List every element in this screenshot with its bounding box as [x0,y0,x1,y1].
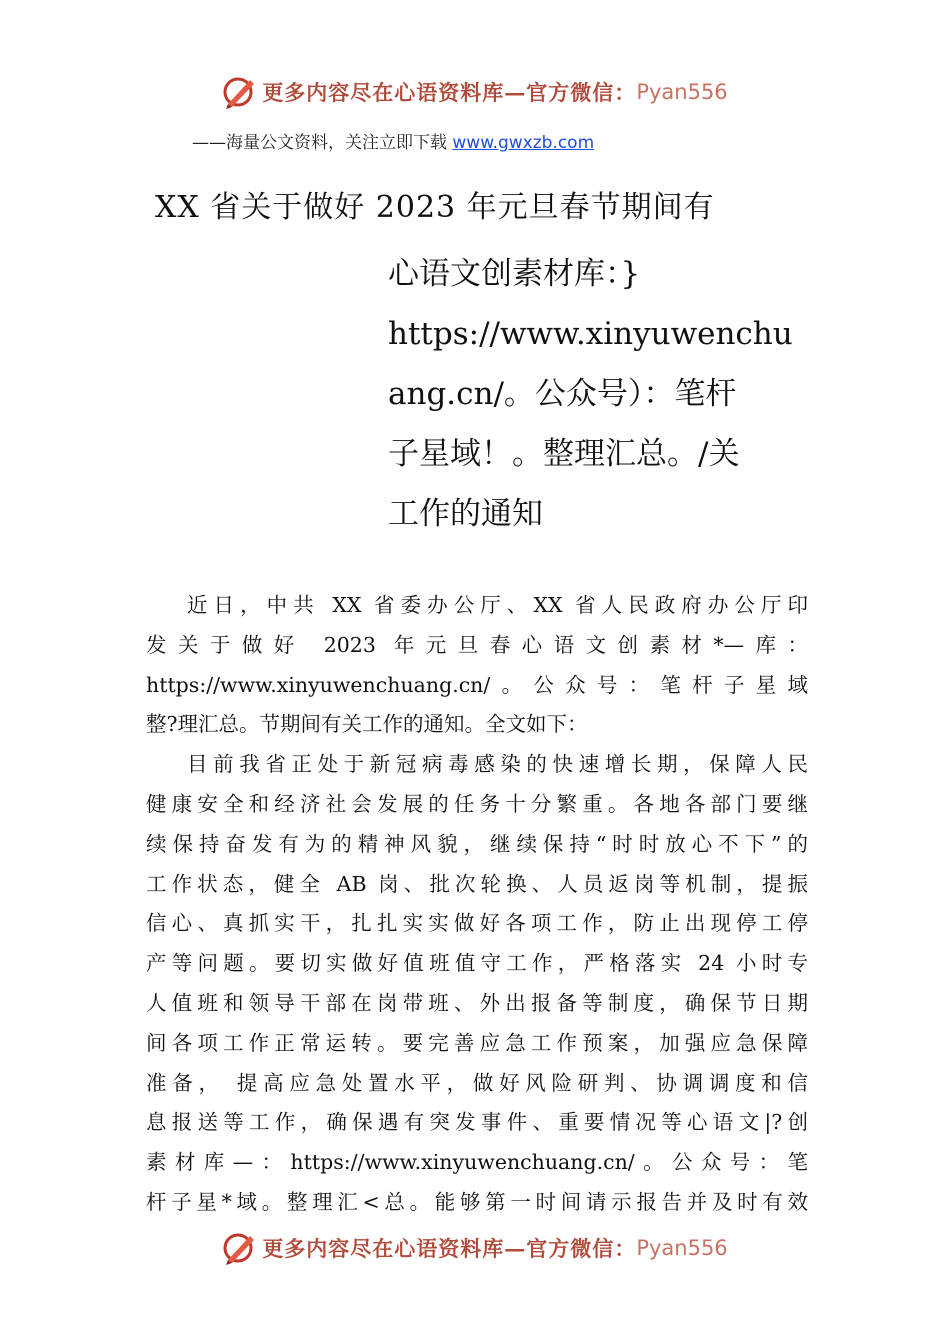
body-line: 人值班和领导干部在岗带班、外出报备等制度，确保节日期 [146,990,808,1015]
subline-text: ——海量公文资料，关注立即下载 [192,133,453,153]
title-line-5: 子星域！。整理汇总。/关 [388,436,740,472]
header-wechat-account: Pyan556 [636,80,728,104]
pen-logo-icon [222,1230,258,1266]
title-line-4: ang.cn/。公众号）：笔杆 [388,376,737,412]
body-line: 素材库—：https://www.xinyuwenchuang.cn/。公众号：笔 [146,1150,808,1175]
body-line: 健康安全和经济社会发展的任务十分繁重。各地各部门要继 [146,791,808,816]
header-banner [0,72,950,112]
header-subline [192,128,594,154]
body-line: 杆子星*域。整理汇<总。能够第一时间请示报告并及时有效 [146,1189,808,1214]
footer-wechat-account: Pyan556 [636,1236,728,1260]
body-line: 整?理汇总。节期间有关工作的通知。全文如下： [146,712,588,737]
body-line: 准备， 提高应急处置水平，做好风险研判、协调调度和信 [146,1070,808,1095]
title-continuation [388,244,808,544]
body-line: 续保持奋发有为的精神风貌，继续保持“时时放心不下”的 [146,831,808,856]
footer-banner [0,1228,950,1268]
body-line: 近日，中共 XX 省委办公厅、XX 省人民政府办公厅印 [187,593,808,617]
download-link[interactable]: www.gwxzb.com [452,133,595,153]
header-slogan: 更多内容尽在心语资料库—官方微信： [262,80,637,105]
body-line: 工作状态，健全 AB 岗、批次轮换、人员返岗等机制，提振 [146,871,808,896]
title-line-1: XX 省关于做好 2023 年元旦春节期间有 [155,190,715,225]
body-line: 间各项工作正常运转。要完善应急工作预案，加强应急保障 [146,1030,808,1055]
body-line: 息报送等工作，确保遇有突发事件、重要情况等心语文|?创 [146,1110,808,1135]
body-line: 发关于做好 2023 年元旦春心语文创素材*—库： [146,632,808,657]
body-line: 信心、真抓实干，扎扎实实做好各项工作，防止出现停工停 [146,911,808,936]
pen-logo-icon [222,74,258,110]
title-line-3: https://www.xinyuwenchu [388,316,793,352]
title-line-2: 心语文创素材库：} [388,256,641,292]
title-line-6: 工作的通知 [388,496,543,532]
body-line: 产等问题。要切实做好值班值守工作，严格落实 24 小时专 [146,951,808,976]
footer-slogan: 更多内容尽在心语资料库—官方微信： [262,1236,637,1261]
body-line: https://www.xinyuwenchuang.cn/。公众号：笔杆子星域 [146,672,808,697]
body-line: 目前我省正处于新冠病毒感染的快速增长期，保障人民 [187,752,808,777]
document-body [146,586,808,1223]
